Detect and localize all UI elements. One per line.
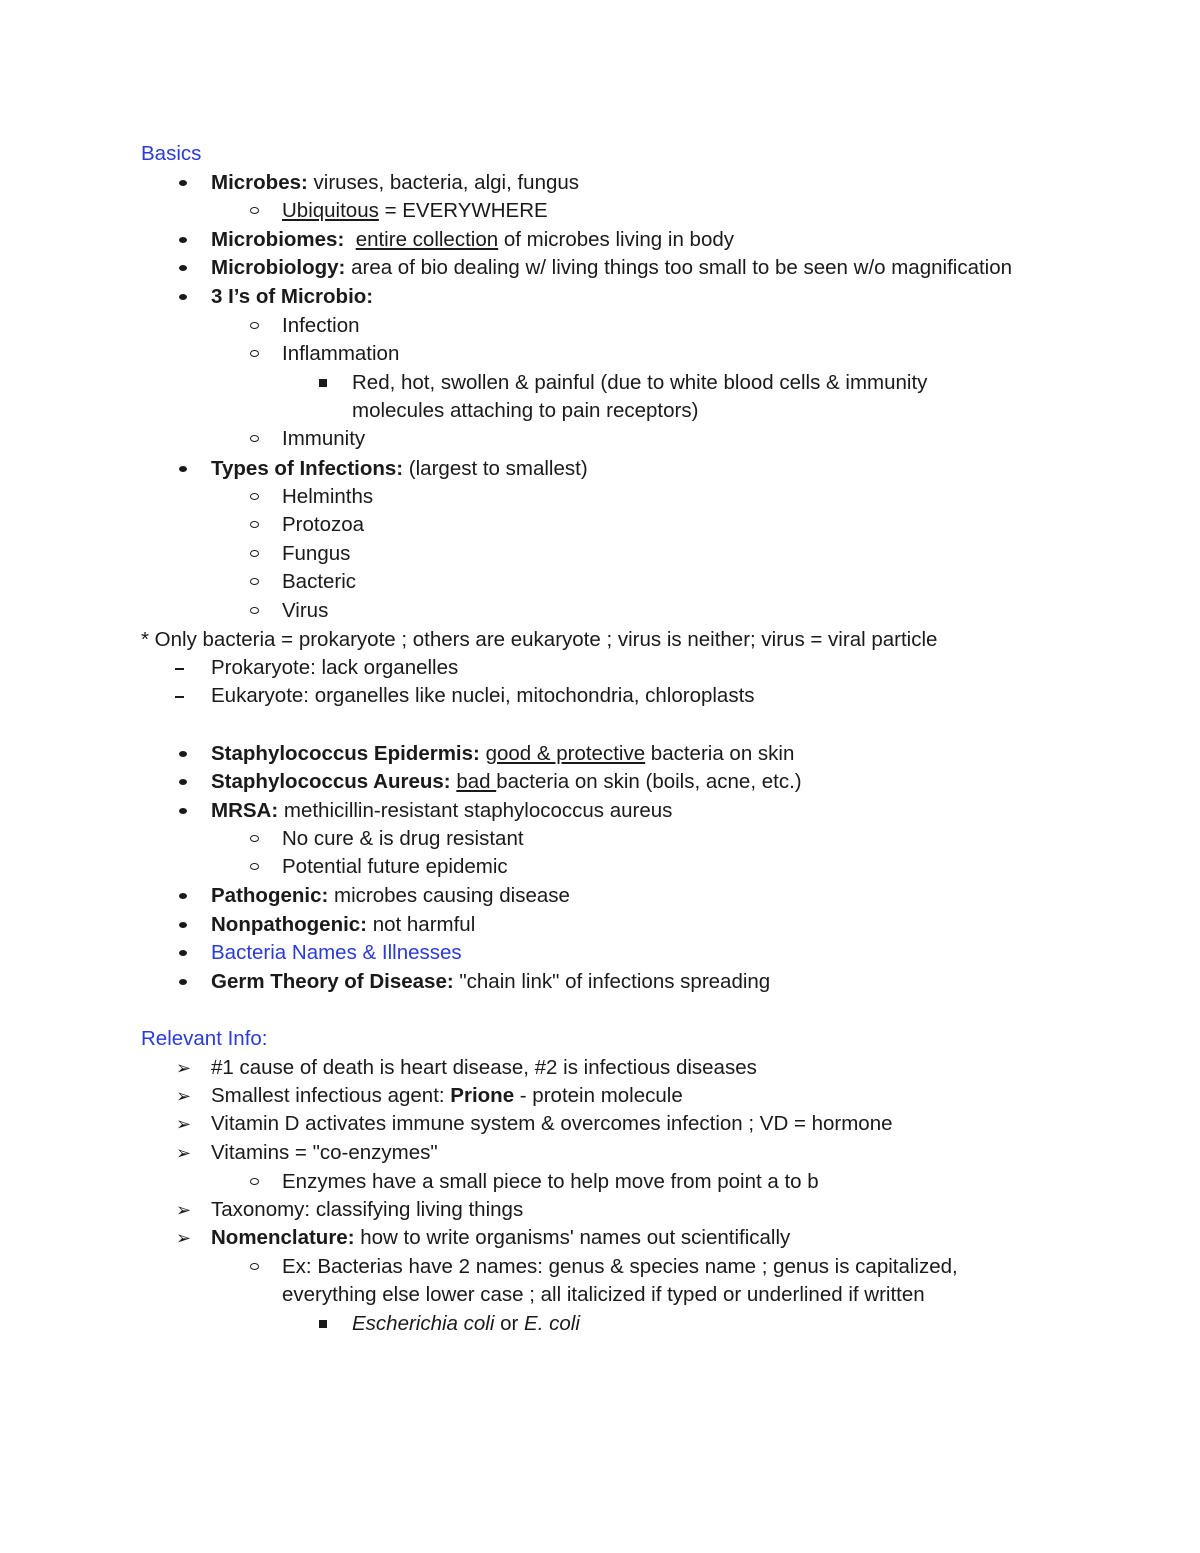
basics-heading: Basics	[141, 142, 202, 165]
relevant-heading: Relevant Info:	[141, 1027, 268, 1050]
bullet-circle	[250, 835, 259, 842]
staph-aureus-label: Staphylococcus Aureus:	[211, 770, 451, 793]
inflammation-note-2: molecules attaching to pain receptors)	[352, 399, 699, 422]
nomenclature-sub-2: everything else lower case ; all italicized if typed or underlined if written	[282, 1283, 925, 1306]
inflammation-text: Inflammation	[282, 342, 400, 365]
germ-text: "chain link" of infections spreading	[453, 970, 771, 993]
relevant-text-3: Vitamin D activates immune system & overcomes infection ; VD = hormone	[211, 1112, 893, 1135]
arrow-bullet-icon: ➢	[176, 1086, 192, 1106]
arrow-bullet-icon: ➢	[176, 1200, 192, 1220]
pathogenic-text: microbes causing disease	[328, 884, 570, 907]
relevant-4-sub-text: Enzymes have a small piece to help move from point a to b	[282, 1170, 819, 1193]
mrsa-sub-2: Potential future epidemic	[282, 855, 508, 878]
relevant-text-1: #1 cause of death is heart disease, #2 is infectious diseases	[211, 1056, 757, 1079]
pathogenic-label: Pathogenic:	[211, 884, 329, 907]
staph-epi-text: bacteria on skin	[645, 742, 795, 765]
arrow-bullet-icon: ➢	[176, 1228, 192, 1248]
bullet-disc	[179, 950, 187, 956]
bullet-disc	[179, 265, 187, 271]
ecoli-full: Escherichia coli	[352, 1312, 495, 1335]
ubiquitous-text: = EVERYWHERE	[378, 199, 548, 222]
microbiology-label: Microbiology:	[211, 256, 346, 279]
staph-epi-underlined: good & protective	[485, 742, 646, 765]
bullet-disc	[179, 893, 187, 899]
prione-term: Prione	[450, 1084, 515, 1107]
relevant-2-pre: Smallest infectious agent:	[211, 1084, 451, 1107]
nonpathogenic-text: not harmful	[367, 913, 476, 936]
bullet-disc	[179, 294, 187, 300]
bullet-circle	[250, 863, 259, 870]
inflammation-note-1: Red, hot, swollen & painful (due to white blood cells & immunity	[352, 371, 928, 394]
bullet-circle	[250, 1263, 259, 1270]
ecoli-short: E. coli	[524, 1312, 580, 1335]
staph-epi-label: Staphylococcus Epidermis:	[211, 742, 480, 765]
prokaryote-text: Prokaryote: lack organelles	[211, 656, 459, 679]
bullet-circle	[250, 493, 259, 500]
bullet-dash	[175, 668, 184, 670]
type-item: Fungus	[282, 542, 351, 565]
bullet-circle	[250, 1178, 259, 1185]
relevant-2-post: - protein molecule	[514, 1084, 683, 1107]
mrsa-text: methicillin-resistant staphylococcus aureus	[278, 799, 673, 822]
type-item: Bacteric	[282, 570, 357, 593]
bullet-circle	[250, 521, 259, 528]
types-text: (largest to smallest)	[403, 457, 588, 480]
mrsa-label: MRSA:	[211, 799, 279, 822]
bullet-disc	[179, 979, 187, 985]
relevant-text-4: Vitamins = "co-enzymes"	[211, 1141, 438, 1164]
immunity-text: Immunity	[282, 427, 366, 450]
nomenclature-sub-1: Ex: Bacterias have 2 names: genus & species name ; genus is capitalized,	[282, 1255, 958, 1278]
microbiomes-label: Microbiomes:	[211, 228, 345, 251]
microbiomes-underlined: entire collection	[355, 228, 499, 251]
bullet-disc	[179, 237, 187, 243]
microbes-text: viruses, bacteria, algi, fungus	[307, 171, 580, 194]
bullet-disc	[179, 751, 187, 757]
prokaryote-note: * Only bacteria = prokaryote ; others are eukaryote ; virus is neither; virus = viral particle	[141, 628, 938, 651]
nomenclature-text: how to write organisms' names out scientifically	[354, 1226, 791, 1249]
mrsa-sub-1: No cure & is drug resistant	[282, 827, 524, 850]
bullet-dash	[175, 696, 184, 698]
arrow-bullet-icon: ➢	[176, 1058, 192, 1078]
nomenclature-label: Nomenclature:	[211, 1226, 355, 1249]
ecoli-or: or	[494, 1312, 525, 1335]
relevant-text-5: Taxonomy: classifying living things	[211, 1198, 524, 1221]
type-item: Helminths	[282, 485, 374, 508]
bacteria-names-link[interactable]: Bacteria Names & Illnesses	[211, 941, 462, 964]
staph-aureus-text: bacteria on skin (boils, acne, etc.)	[496, 770, 802, 793]
bullet-disc	[179, 922, 187, 928]
arrow-bullet-icon: ➢	[176, 1114, 192, 1134]
bullet-circle	[250, 550, 259, 557]
bullet-circle	[250, 578, 259, 585]
ubiquitous-term: Ubiquitous	[282, 199, 379, 222]
type-item: Virus	[282, 599, 329, 622]
staph-aureus-underlined: bad	[456, 770, 497, 793]
bullet-circle	[250, 435, 259, 442]
bullet-disc	[179, 779, 187, 785]
microbiomes-text: of microbes living in body	[498, 228, 735, 251]
bullet-circle	[250, 207, 259, 214]
arrow-bullet-icon: ➢	[176, 1143, 192, 1163]
germ-label: Germ Theory of Disease:	[211, 970, 454, 993]
bullet-disc	[179, 808, 187, 814]
microbiology-text: area of bio dealing w/ living things too small to be seen w/o magnification	[345, 256, 1013, 279]
type-item: Protozoa	[282, 513, 365, 536]
bullet-square	[319, 1320, 327, 1328]
bullet-circle	[250, 607, 259, 614]
bullet-disc	[179, 180, 187, 186]
microbes-label: Microbes:	[211, 171, 308, 194]
nonpathogenic-label: Nonpathogenic:	[211, 913, 368, 936]
bullet-circle	[250, 322, 259, 329]
eukaryote-text: Eukaryote: organelles like nuclei, mitochondria, chloroplasts	[211, 684, 755, 707]
bullet-disc	[179, 466, 187, 472]
three-is-label: 3 I’s of Microbio:	[211, 285, 374, 308]
types-label: Types of Infections:	[211, 457, 404, 480]
infection-text: Infection	[282, 314, 360, 337]
bullet-square	[319, 379, 327, 387]
bullet-circle	[250, 350, 259, 357]
